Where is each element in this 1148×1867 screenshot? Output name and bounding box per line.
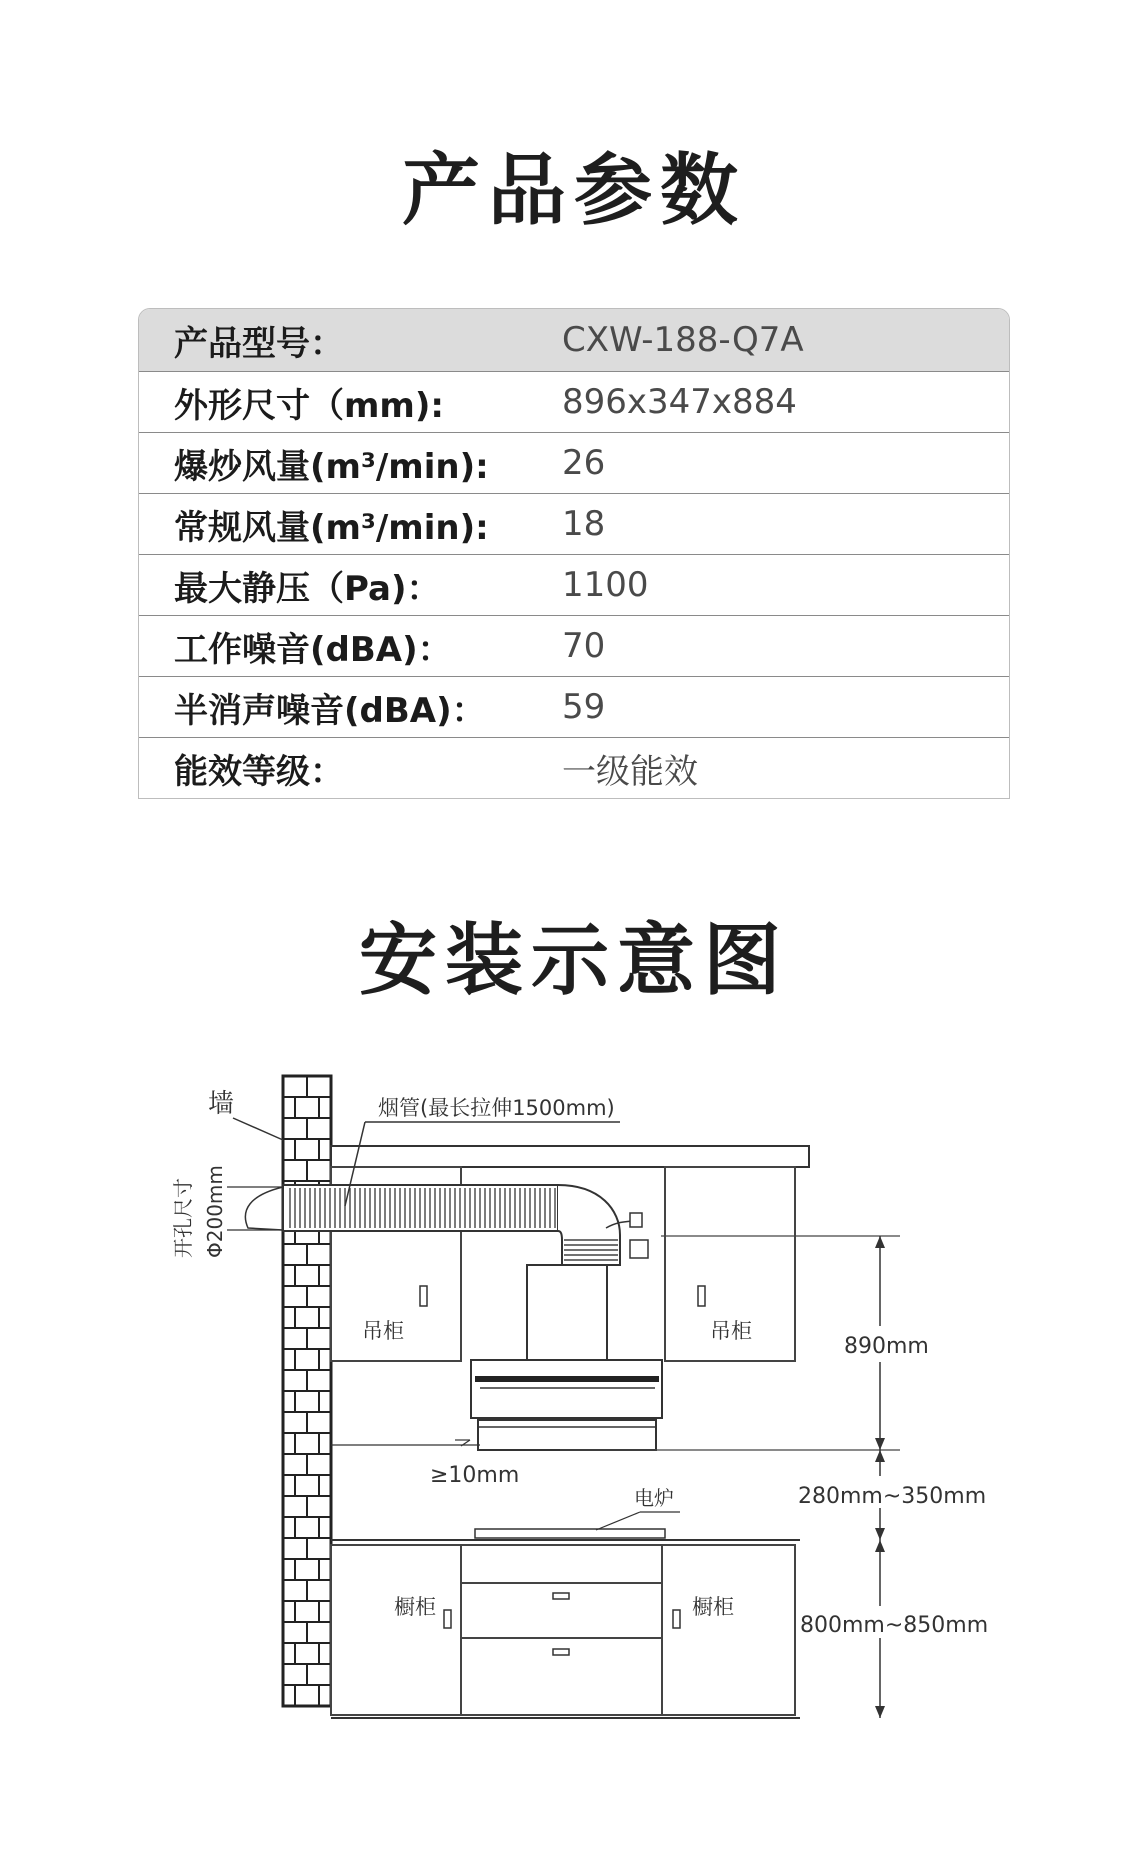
wall-label: 墙 xyxy=(208,1089,235,1119)
height-800-850-label: 800mm~850mm xyxy=(800,1613,989,1638)
height-890-label: 890mm xyxy=(844,1334,929,1359)
table-row xyxy=(139,615,1009,676)
base-cabinet-right-label: 橱柜 xyxy=(692,1595,734,1619)
range-hood xyxy=(471,1265,662,1450)
table-row xyxy=(139,737,1009,798)
height-280-350-label: 280mm~350mm xyxy=(798,1484,987,1509)
spec-value: 1100 xyxy=(562,565,649,605)
spec-value: 896x347x884 xyxy=(562,382,797,422)
spec-label: 产品型号： xyxy=(174,323,344,364)
spec-value: 59 xyxy=(562,687,606,727)
wall-cabinet-left-label: 吊柜 xyxy=(362,1319,404,1343)
gap-label: ≥10mm xyxy=(430,1463,520,1488)
spec-label: 半消声噪音(dBA)： xyxy=(174,690,486,731)
spec-table xyxy=(138,308,1010,799)
spec-value: 70 xyxy=(562,626,606,666)
install-title: 安装示意图 xyxy=(358,916,789,1006)
installation-diagram xyxy=(0,1050,1148,1750)
spec-label: 最大静压（Pa)： xyxy=(174,568,441,609)
spec-label: 能效等级： xyxy=(174,751,344,792)
spec-label: 工作噪音(dBA)： xyxy=(174,629,452,670)
table-row xyxy=(139,676,1009,737)
duct-label: 烟管(最长拉伸1500mm) xyxy=(378,1096,615,1120)
spec-value: CXW-188-Q7A xyxy=(562,320,804,360)
brick-wall xyxy=(283,1076,331,1706)
base-cabinet-left-label: 橱柜 xyxy=(394,1595,436,1619)
spec-value: 18 xyxy=(562,504,606,544)
spec-label: 外形尺寸（mm): xyxy=(174,385,444,426)
table-row xyxy=(139,432,1009,493)
table-row xyxy=(139,493,1009,554)
wall-cabinet-right-label: 吊柜 xyxy=(710,1319,752,1343)
stove-label: 电炉 xyxy=(634,1486,674,1510)
table-row xyxy=(139,554,1009,615)
spec-value: 26 xyxy=(562,443,606,483)
params-title: 产品参数 xyxy=(401,146,746,236)
table-row xyxy=(139,371,1009,432)
hole-size-label: 开孔尺寸 xyxy=(171,1178,195,1258)
spec-label: 常规风量(m³/min): xyxy=(174,507,489,548)
table-row xyxy=(139,309,1009,371)
spec-label: 爆炒风量(m³/min): xyxy=(174,446,489,487)
spec-value: 一级能效 xyxy=(562,751,698,792)
hole-diameter-label: Φ200mm xyxy=(203,1165,227,1258)
